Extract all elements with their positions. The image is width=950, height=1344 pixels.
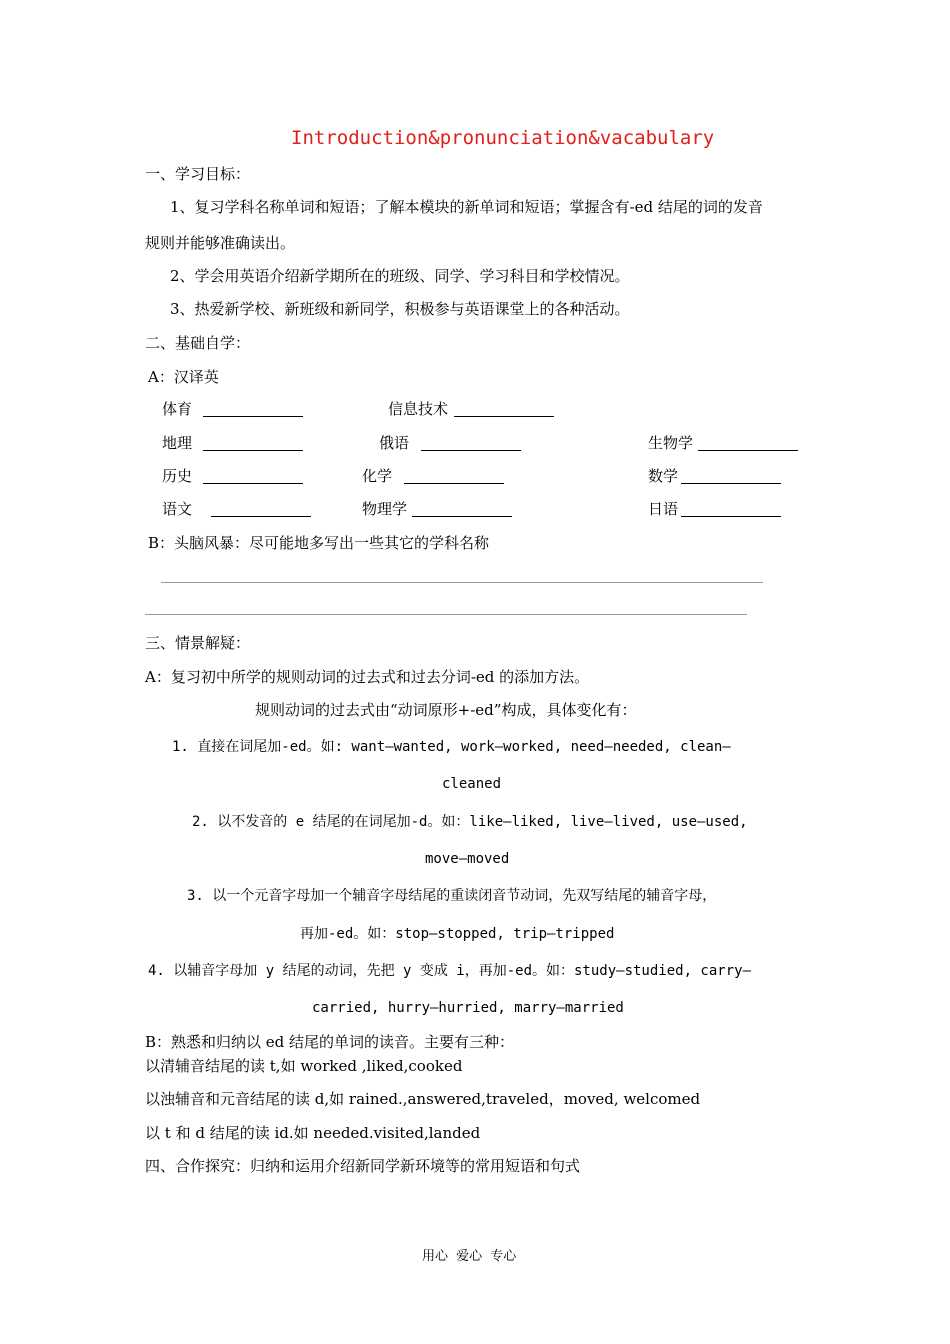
section3-part-b: B：熟悉和归纳以 ed 结尾的单词的读音。主要有三种：: [145, 1033, 515, 1051]
blank-math[interactable]: [681, 483, 781, 484]
subject-chemistry: 化学: [362, 467, 393, 485]
page-footer: 用心 爱心 专心: [422, 1249, 517, 1264]
blank-geography[interactable]: [203, 450, 303, 451]
goal3: 3、热爱新学校、新班级和新同学，积极参与英语课堂上的各种活动。: [170, 300, 630, 318]
document-title: Introduction&pronunciation&vacabulary: [291, 127, 715, 149]
subject-biology: 生物学: [648, 434, 694, 452]
subject-geography: 地理: [162, 434, 193, 452]
blank-japanese[interactable]: [681, 516, 781, 517]
rule3-line2: 再加-ed。如：stop—stopped, trip—tripped: [300, 926, 615, 942]
section4-heading: 四、合作探究：归纳和运用介绍新同学新环境等的常用短语和句式: [145, 1157, 581, 1175]
section3-part-a: A：复习初中所学的规则动词的过去式和过去分词-ed 的添加方法。: [145, 668, 590, 686]
blank-physics[interactable]: [412, 516, 512, 517]
rule2-line1: 2. 以不发音的 e 结尾的在词尾加-d。如：like—liked, live—lived, use—used,: [192, 814, 748, 830]
blank-chemistry[interactable]: [404, 483, 504, 484]
goal1-line2: 规则并能够准确读出。: [145, 234, 296, 252]
part-a-translate: A：汉译英: [148, 368, 219, 386]
blank-it[interactable]: [454, 416, 554, 417]
part-b-brainstorm: B：头脑风暴：尽可能地多写出一些其它的学科名称: [148, 534, 490, 552]
section1-heading: 一、学习目标：: [145, 165, 251, 183]
rule1-line1: 1. 直接在词尾加-ed。如: want—wanted, work—worked, need—needed, clean—: [172, 739, 731, 755]
goal2: 2、学会用英语介绍新学期所在的班级、同学、学习科目和学校情况。: [170, 267, 630, 285]
pronunciation-id: 以 t 和 d 结尾的读 id.如 needed.visited,landed: [145, 1124, 481, 1142]
blank-pe[interactable]: [203, 416, 303, 417]
subject-physics: 物理学: [362, 500, 408, 518]
subject-math: 数学: [648, 467, 679, 485]
subject-japanese: 日语: [648, 500, 679, 518]
rule2-line2: move—moved: [425, 851, 510, 867]
pronunciation-d: 以浊辅音和元音结尾的读 d,如 rained.,answered,traveled，moved, welcomed: [145, 1090, 701, 1108]
rule-intro: 规则动词的过去式由“动词原形+-ed”构成，具体变化有：: [255, 701, 637, 719]
rule1-line2: cleaned: [442, 776, 502, 792]
goal1-line1: 1、复习学科名称单词和短语；了解本模块的新单词和短语；掌握含有-ed 结尾的词的发音: [170, 198, 763, 216]
blank-history[interactable]: [203, 483, 303, 484]
rule4-line1: 4. 以辅音字母加 y 结尾的动词，先把 y 变成 i，再加-ed。如：study—studied, carry—: [148, 963, 752, 979]
subject-history: 历史: [162, 467, 193, 485]
subject-pe: 体育: [162, 400, 193, 418]
section3-heading: 三、情景解疑：: [145, 634, 251, 652]
rule3-line1: 3. 以一个元音字母加一个辅音字母结尾的重读闭音节动词，先双写结尾的辅音字母，: [187, 888, 717, 904]
blank-russian[interactable]: [421, 450, 521, 451]
blank-biology[interactable]: [698, 450, 798, 451]
section2-heading: 二、基础自学：: [145, 334, 251, 352]
subject-it: 信息技术: [388, 400, 449, 418]
subject-chinese: 语文: [162, 500, 193, 518]
rule4-line2: carried, hurry—hurried, marry—married: [312, 1000, 624, 1016]
subject-russian: 俄语: [379, 434, 410, 452]
blank-chinese[interactable]: [211, 516, 311, 517]
answer-line-2[interactable]: [145, 614, 747, 615]
pronunciation-t: 以清辅音结尾的读 t,如 worked ,liked,cooked: [145, 1057, 463, 1075]
answer-line-1[interactable]: [161, 582, 763, 583]
